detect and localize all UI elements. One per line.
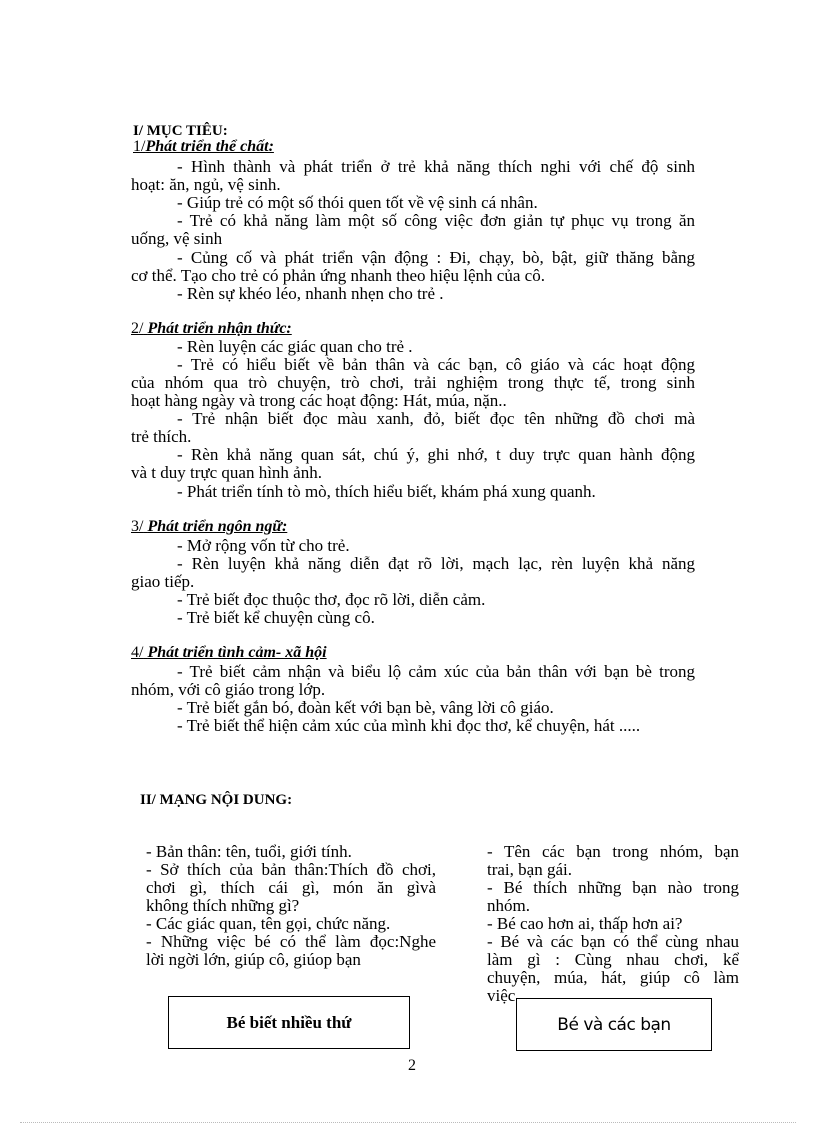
paragraph-line: - Trẻ nhận biết đọc màu xanh, đỏ, biết đọc tên những đồ chơi mà	[177, 409, 695, 428]
paragraph-line: uống, vệ sinh	[131, 229, 223, 248]
paragraph-line: cơ thể. Tạo cho trẻ có phản ứng nhanh theo hiệu lệnh của cô.	[131, 266, 545, 285]
page-number: 2	[408, 1057, 416, 1074]
subsection-2-title: 2/ Phát triển nhận thức:	[131, 320, 292, 337]
subsection-1-title: 1/Phát triển thể chất:	[133, 138, 274, 155]
paragraph-line: - Trẻ có khả năng làm một số công việc đơn giản tự phục vụ trong ăn	[177, 211, 695, 230]
paragraph-line: - Hình thành và phát triển ở trẻ khả năng thích nghi với chế độ sinh	[177, 157, 695, 176]
left-column-line: - Những việc bé có thể làm đọc:Nghe	[146, 932, 436, 951]
paragraph-line: - Rèn luyện các giác quan cho trẻ .	[177, 337, 413, 356]
right-column-line: việc	[487, 986, 516, 1005]
box-be-biet-nhieu-thu	[168, 996, 410, 1049]
left-column-line: - Các giác quan, tên gọi, chức năng.	[146, 914, 391, 933]
section-1-heading: I/ MỤC TIÊU:	[133, 123, 228, 139]
paragraph-line: nhóm, với cô giáo trong lớp.	[131, 680, 326, 699]
right-column-line: trai, bạn gái.	[487, 860, 572, 879]
box-left-label: Bé biết nhiều thứ	[226, 1012, 352, 1032]
subsection-4-title: 4/ Phát triển tình cảm- xã hội	[131, 644, 327, 661]
paragraph-line: hoạt: ăn, ngủ, vệ sinh.	[131, 175, 281, 194]
paragraph-line: của nhóm qua trò chuyện, trò chơi, trải nghiệm trong thực tế, trong sinh	[131, 373, 695, 392]
left-column-line: không thích những gì?	[146, 896, 300, 915]
paragraph-line: - Rèn luyện khả năng diễn đạt rõ lời, mạch lạc, rèn luyện khả năng	[177, 554, 695, 573]
paragraph-line: - Giúp trẻ có một số thói quen tốt về vệ sinh cá nhân.	[177, 193, 538, 212]
box-right-label: Bé và các bạn	[557, 1014, 671, 1035]
paragraph-line: - Củng cố và phát triển vận động : Đi, chạy, bò, bật, giữ thăng bằng	[177, 248, 695, 267]
paragraph-line: - Trẻ biết thể hiện cảm xúc của mình khi đọc thơ, kể chuyện, hát .....	[177, 716, 641, 735]
left-column-line: - Sở thích của bản thân:Thích đồ chơi,	[146, 860, 436, 879]
paragraph-line: - Trẻ biết kể chuyện cùng cô.	[177, 608, 375, 627]
paragraph-line: và t duy trực quan hình ảnh.	[131, 463, 322, 482]
left-column-line: chơi gì, thích cái gì, món ăn gìvà	[146, 878, 436, 897]
paragraph-line: giao tiếp.	[131, 572, 195, 591]
paragraph-line: - Trẻ biết đọc thuộc thơ, đọc rõ lời, diễn cảm.	[177, 590, 486, 609]
subsection-3-title: 3/ Phát triển ngôn ngữ:	[131, 518, 288, 535]
right-column-line: - Bé cao hơn ai, thấp hơn ai?	[487, 914, 683, 933]
paragraph-line: - Trẻ có hiểu biết về bản thân và các bạn, cô giáo và các hoạt động	[177, 355, 695, 374]
right-column-line: chuyện, múa, hát, giúp cô làm	[487, 968, 739, 987]
right-column-line: nhóm.	[487, 896, 530, 915]
section-2-heading: II/ MẠNG NỘI DUNG:	[140, 792, 293, 808]
paragraph-line: - Trẻ biết cảm nhận và biểu lộ cảm xúc của bản thân với bạn bè trong	[177, 662, 695, 681]
paragraph-line: - Rèn sự khéo léo, nhanh nhẹn cho trẻ .	[177, 284, 444, 303]
paragraph-line: - Mở rộng vốn từ cho trẻ.	[177, 536, 350, 555]
left-column-line: - Bản thân: tên, tuổi, giới tính.	[146, 842, 352, 861]
paragraph-line: - Phát triển tính tò mò, thích hiểu biết, khám phá xung quanh.	[177, 482, 596, 501]
left-column-line: lời ngời lớn, giúp cô, giúop bạn	[146, 950, 361, 969]
box-be-va-cac-ban	[516, 998, 712, 1051]
paragraph-line: trẻ thích.	[131, 427, 192, 446]
paragraph-line: - Trẻ biết gắn bó, đoàn kết với bạn bè, vâng lời cô giáo.	[177, 698, 554, 717]
right-column-line: làm gì : Cùng nhau chơi, kể	[487, 950, 739, 969]
right-column-line: - Bé thích những bạn nào trong	[487, 878, 739, 897]
paragraph-line: - Rèn khả năng quan sát, chú ý, ghi nhớ, t duy trực quan hành động	[177, 445, 695, 464]
right-column-line: - Bé và các bạn có thể cùng nhau	[487, 932, 739, 951]
paragraph-line: hoạt hàng ngày và trong các hoạt động: Hát, múa, nặn..	[131, 391, 507, 410]
right-column-line: - Tên các bạn trong nhóm, bạn	[487, 842, 739, 861]
